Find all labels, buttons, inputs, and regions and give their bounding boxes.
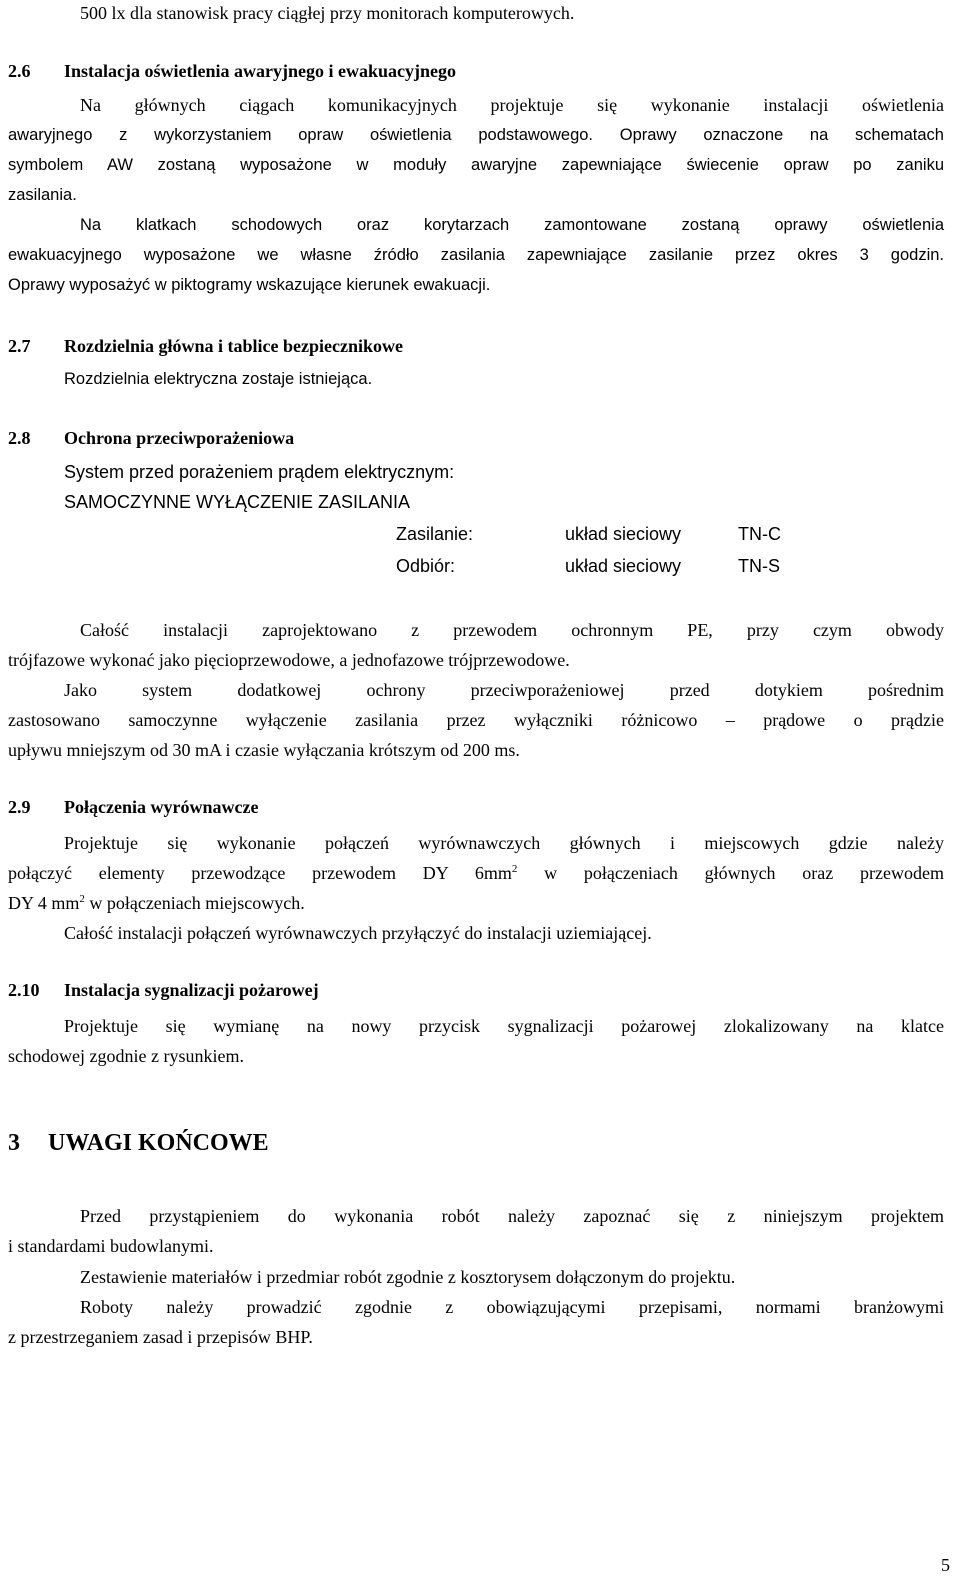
paragraph-line: Projektuje się wykonanie połączeń wyrównawczych głównych i miejscowych gdzie należy [64,833,944,853]
paragraph-line: Oprawy wyposażyć w piktogramy wskazujące kierunek ewakuacji. [8,276,491,294]
top-line: 500 lx dla stanowisk pracy ciągłej przy monitorach komputerowych. [80,3,575,23]
paragraph-line: Zestawienie materiałów i przedmiar robót zgodnie z kosztorysem dołączonym do projektu. [80,1267,736,1287]
superscript: 2 [511,863,518,875]
paragraph-line: schodowej zgodnie z rysunkiem. [8,1046,244,1066]
paragraph-line: Na głównych ciągach komunikacyjnych projektuje się wykonanie instalacji oświetlenia [80,95,944,115]
paragraph-line: Rozdzielnia elektryczna zostaje istniejąca. [64,370,373,388]
section-number: 2.10 [8,980,40,1000]
paragraph-text: w połączeniach miejscowych. [84,893,305,913]
paragraph-line: ewakuacyjnego wyposażone we własne źródło zasilania zapewniające zasilanie przez okres 3 godzin. [8,246,944,264]
section-2-7-heading [8,335,944,357]
section-number: 2.8 [8,428,31,448]
row-code: TN-C [738,524,781,544]
paragraph-line: zastosowano samoczynne wyłączenie zasilania przez wyłączniki różnicowo – prądowe o prądzie [8,710,944,730]
paragraph-line [8,892,944,914]
section-2-10-heading [8,979,944,1001]
paragraph-line: trójfazowe wykonać jako pięcioprzewodowe, a jednofazowe trójprzewodowe. [8,650,570,670]
paragraph-text: awaryjnego z wykorzystaniem opraw oświetlenia podstawowego. Oprawy oznaczone na schematach [8,126,944,144]
section-title: Instalacja sygnalizacji pożarowej [64,980,319,1000]
section-number: 3 [8,1130,20,1156]
paragraph-line: Roboty należy prowadzić zgodnie z obowiązującymi przepisami, normami branżowymi [80,1297,944,1317]
row-code: TN-S [738,556,780,576]
section-title: Instalacja oświetlenia awaryjnego i ewakuacyjnego [64,61,456,81]
paragraph-line: Całość instalacji połączeń wyrównawczych przyłączyć do instalacji uziemiającej. [64,923,652,943]
row-value: układ sieciowy [565,556,682,576]
section-number: 2.9 [8,797,31,817]
section-title: Ochrona przeciwporażeniowa [64,428,295,448]
paragraph-text: DY 4 mm [8,893,80,913]
section-2-8-heading [8,427,944,449]
row-label: Odbiór: [396,556,456,576]
paragraph-line: System przed porażeniem prądem elektrycznym: [64,462,455,482]
section-number: 2.6 [8,61,31,81]
section-title: UWAGI KOŃCOWE [48,1130,269,1156]
section-number: 2.7 [8,336,31,356]
section-title: Połączenia wyrównawcze [64,797,259,817]
paragraph-line: upływu mniejszym od 30 mA i czasie wyłączania krótszym od 200 ms. [8,740,520,760]
paragraph-line: Projektuje się wymianę na nowy przycisk sygnalizacji pożarowej zlokalizowany na klatce [64,1016,944,1036]
paragraph-line [8,862,944,884]
section-2-6-heading [8,60,944,82]
paragraph-line: Przed przystąpieniem do wykonania robót należy zapoznać się z niniejszym projektem [80,1206,944,1226]
page-number: 5 [941,1555,950,1575]
superscript: 2 [79,893,85,905]
section-2-9-heading [8,796,944,818]
paragraph-line [8,124,944,146]
row-label: Zasilanie: [396,524,474,544]
paragraph-line: z przestrzeganiem zasad i przepisów BHP. [8,1327,313,1347]
row-value: układ sieciowy [565,524,682,544]
section-title: Rozdzielnia główna i tablice bezpiecznikowe [64,336,403,356]
paragraph-line: zasilania. [8,186,77,204]
paragraph-line: Jako system dodatkowej ochrony przeciwporażeniowej przed dotykiem pośrednim [64,680,944,700]
paragraph-line: Na klatkach schodowych oraz korytarzach zamontowane zostaną oprawy oświetlenia [80,216,944,234]
section-3-heading [8,1128,944,1158]
paragraph-line: SAMOCZYNNE WYŁĄCZENIE ZASILANIA [64,492,411,512]
paragraph-line: i standardami budowlanymi. [8,1236,214,1256]
paragraph-line: Całość instalacji zaprojektowano z przewodem ochronnym PE, przy czym obwody [80,620,944,640]
paragraph-text: połączyć elementy przewodzące przewodem DY 6mm [8,863,512,883]
paragraph-text: w połączeniach głównych oraz przewodem [517,863,944,883]
paragraph-line: symbolem AW zostaną wyposażone w moduły awaryjne zapewniające świecenie opraw po zaniku [8,156,944,174]
